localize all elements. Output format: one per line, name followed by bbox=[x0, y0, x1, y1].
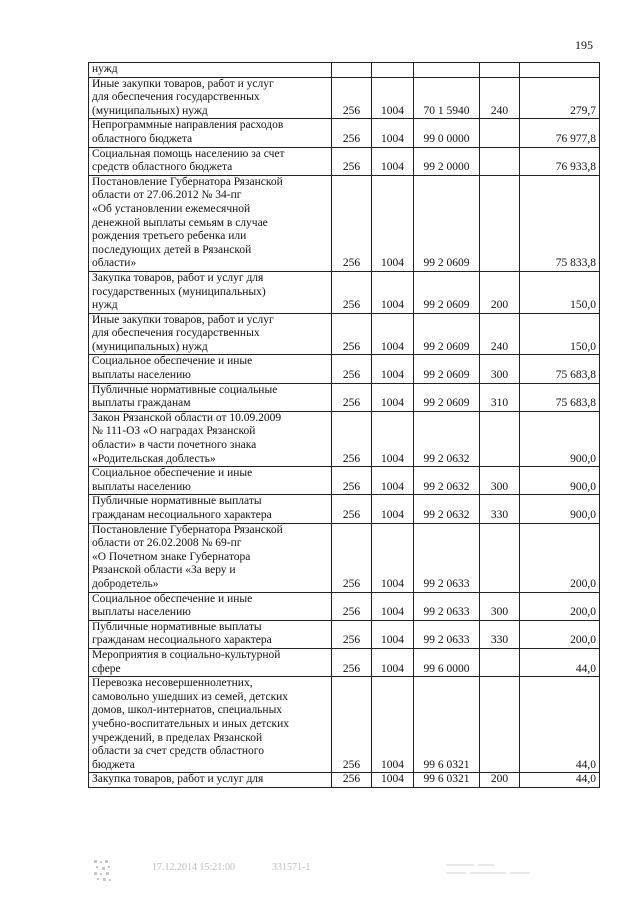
row-expense-type: 200 bbox=[480, 773, 520, 788]
row-amount: 44,0 bbox=[520, 648, 600, 676]
page-number: 195 bbox=[575, 38, 593, 52]
row-amount: 150,0 bbox=[520, 271, 600, 313]
row-expense-type: 300 bbox=[480, 592, 520, 620]
barcode-stamp-icon bbox=[92, 858, 114, 884]
footer-doc-number: 331571-1 bbox=[272, 862, 311, 873]
table-row bbox=[89, 147, 600, 175]
row-target-code: 99 6 0321 bbox=[414, 677, 480, 773]
table-row bbox=[89, 411, 600, 466]
row-amount: 900,0 bbox=[520, 495, 600, 523]
budget-table bbox=[88, 62, 600, 788]
row-ministry-code: 256 bbox=[332, 119, 372, 147]
table-row bbox=[89, 175, 600, 271]
row-section-code: 1004 bbox=[372, 77, 414, 119]
row-ministry-code: 256 bbox=[332, 467, 372, 495]
table-row bbox=[89, 467, 600, 495]
row-amount: 900,0 bbox=[520, 411, 600, 466]
row-amount: 75 833,8 bbox=[520, 175, 600, 271]
table-row bbox=[89, 523, 600, 592]
table-row bbox=[89, 495, 600, 523]
row-amount: 76 933,8 bbox=[520, 147, 600, 175]
table-row bbox=[89, 355, 600, 383]
row-section-code: 1004 bbox=[372, 648, 414, 676]
row-name: Перевозка несовершеннолетних, самовольно ушедших из семей, детских домов, школ-интернатов, специальных учебно-воспитательных и иных детских учреждений, в пределах Рязанской области за счет средств областного бюджета bbox=[89, 677, 332, 773]
row-amount: 279,7 bbox=[520, 77, 600, 119]
row-name: Публичные нормативные выплаты гражданам несоциального характера bbox=[89, 620, 332, 648]
row-name: Постановление Губернатора Рязанской области от 26.02.2008 № 69-пг «О Почетном знаке Губернатора Рязанской области «За веру и добродетель» bbox=[89, 523, 332, 592]
row-expense-type bbox=[480, 523, 520, 592]
row-expense-type bbox=[480, 677, 520, 773]
row-ministry-code: 256 bbox=[332, 592, 372, 620]
table-row bbox=[89, 383, 600, 411]
row-expense-type: 240 bbox=[480, 77, 520, 119]
row-name: Непрограммные направления расходов областного бюджета bbox=[89, 119, 332, 147]
row-name: Закон Рязанской области от 10.09.2009 № 111-ОЗ «О наградах Рязанской области» в части почетного знака «Родительская доблесть» bbox=[89, 411, 332, 466]
row-ministry-code: 256 bbox=[332, 648, 372, 676]
row-section-code: 1004 bbox=[372, 467, 414, 495]
row-section-code: 1004 bbox=[372, 411, 414, 466]
row-expense-type: 310 bbox=[480, 383, 520, 411]
row-amount: 200,0 bbox=[520, 592, 600, 620]
row-ministry-code: 256 bbox=[332, 773, 372, 788]
row-ministry-code: 256 bbox=[332, 495, 372, 523]
table-row bbox=[89, 648, 600, 676]
row-section-code: 1004 bbox=[372, 383, 414, 411]
row-section-code bbox=[372, 63, 414, 78]
row-name: Социальная помощь населению за счет средств областного бюджета bbox=[89, 147, 332, 175]
row-section-code: 1004 bbox=[372, 592, 414, 620]
row-name: Мероприятия в социально-культурной сфере bbox=[89, 648, 332, 676]
row-ministry-code: 256 bbox=[332, 383, 372, 411]
row-section-code: 1004 bbox=[372, 495, 414, 523]
row-expense-type bbox=[480, 63, 520, 78]
row-amount: 150,0 bbox=[520, 313, 600, 355]
row-target-code: 99 0 0000 bbox=[414, 119, 480, 147]
row-expense-type: 200 bbox=[480, 271, 520, 313]
row-name: Публичные нормативные выплаты гражданам несоциального характера bbox=[89, 495, 332, 523]
row-target-code: 99 6 0000 bbox=[414, 648, 480, 676]
row-target-code: 70 1 5940 bbox=[414, 77, 480, 119]
row-name: Закупка товаров, работ и услуг для bbox=[89, 773, 332, 788]
row-ministry-code: 256 bbox=[332, 77, 372, 119]
table-row bbox=[89, 271, 600, 313]
row-section-code: 1004 bbox=[372, 523, 414, 592]
faint-scan-mark bbox=[444, 860, 534, 880]
row-target-code: 99 2 0633 bbox=[414, 592, 480, 620]
row-section-code: 1004 bbox=[372, 355, 414, 383]
row-target-code: 99 6 0321 bbox=[414, 773, 480, 788]
table-row bbox=[89, 77, 600, 119]
row-target-code: 99 2 0609 bbox=[414, 175, 480, 271]
table-row bbox=[89, 620, 600, 648]
row-amount: 75 683,8 bbox=[520, 355, 600, 383]
row-expense-type bbox=[480, 119, 520, 147]
page-footer bbox=[92, 858, 592, 888]
row-ministry-code: 256 bbox=[332, 355, 372, 383]
row-section-code: 1004 bbox=[372, 677, 414, 773]
row-section-code: 1004 bbox=[372, 620, 414, 648]
row-amount: 200,0 bbox=[520, 523, 600, 592]
row-ministry-code: 256 bbox=[332, 411, 372, 466]
row-expense-type bbox=[480, 648, 520, 676]
row-target-code bbox=[414, 63, 480, 78]
row-target-code: 99 2 0000 bbox=[414, 147, 480, 175]
row-ministry-code: 256 bbox=[332, 175, 372, 271]
row-target-code: 99 2 0632 bbox=[414, 411, 480, 466]
row-expense-type: 330 bbox=[480, 495, 520, 523]
row-ministry-code: 256 bbox=[332, 620, 372, 648]
row-name: нужд bbox=[89, 63, 332, 78]
row-section-code: 1004 bbox=[372, 119, 414, 147]
row-ministry-code: 256 bbox=[332, 523, 372, 592]
row-ministry-code bbox=[332, 63, 372, 78]
row-name: Закупка товаров, работ и услуг для государственных (муниципальных) нужд bbox=[89, 271, 332, 313]
row-expense-type bbox=[480, 411, 520, 466]
table-row bbox=[89, 313, 600, 355]
row-target-code: 99 2 0632 bbox=[414, 467, 480, 495]
row-name: Постановление Губернатора Рязанской области от 27.06.2012 № 34-пг «Об установлении ежемесячной денежной выплаты семьям в случае рождения третьего ребенка или последующих детей в Рязанской области» bbox=[89, 175, 332, 271]
row-expense-type: 300 bbox=[480, 467, 520, 495]
row-amount: 75 683,8 bbox=[520, 383, 600, 411]
row-target-code: 99 2 0632 bbox=[414, 495, 480, 523]
row-target-code: 99 2 0633 bbox=[414, 620, 480, 648]
row-section-code: 1004 bbox=[372, 773, 414, 788]
row-name: Иные закупки товаров, работ и услуг для обеспечения государственных (муниципальных) нужд bbox=[89, 77, 332, 119]
row-name: Публичные нормативные социальные выплаты гражданам bbox=[89, 383, 332, 411]
row-section-code: 1004 bbox=[372, 147, 414, 175]
row-name: Иные закупки товаров, работ и услуг для обеспечения государственных (муниципальных) нужд bbox=[89, 313, 332, 355]
row-expense-type: 300 bbox=[480, 355, 520, 383]
footer-date: 17.12.2014 15:21:00 bbox=[152, 862, 236, 873]
row-expense-type bbox=[480, 147, 520, 175]
row-target-code: 99 2 0609 bbox=[414, 313, 480, 355]
row-amount: 44,0 bbox=[520, 773, 600, 788]
row-target-code: 99 2 0609 bbox=[414, 383, 480, 411]
table-row bbox=[89, 119, 600, 147]
row-amount: 900,0 bbox=[520, 467, 600, 495]
row-name: Социальное обеспечение и иные выплаты населению bbox=[89, 592, 332, 620]
row-target-code: 99 2 0609 bbox=[414, 271, 480, 313]
row-amount: 76 977,8 bbox=[520, 119, 600, 147]
row-name: Социальное обеспечение и иные выплаты населению bbox=[89, 467, 332, 495]
row-target-code: 99 2 0609 bbox=[414, 355, 480, 383]
row-expense-type: 330 bbox=[480, 620, 520, 648]
row-expense-type: 240 bbox=[480, 313, 520, 355]
row-expense-type bbox=[480, 175, 520, 271]
row-section-code: 1004 bbox=[372, 271, 414, 313]
row-amount: 44,0 bbox=[520, 677, 600, 773]
row-section-code: 1004 bbox=[372, 313, 414, 355]
budget-table-body bbox=[89, 63, 600, 788]
row-section-code: 1004 bbox=[372, 175, 414, 271]
table-row bbox=[89, 592, 600, 620]
row-ministry-code: 256 bbox=[332, 677, 372, 773]
row-amount bbox=[520, 63, 600, 78]
row-name: Социальное обеспечение и иные выплаты населению bbox=[89, 355, 332, 383]
row-amount: 200,0 bbox=[520, 620, 600, 648]
row-ministry-code: 256 bbox=[332, 313, 372, 355]
table-row bbox=[89, 63, 600, 78]
row-target-code: 99 2 0633 bbox=[414, 523, 480, 592]
row-ministry-code: 256 bbox=[332, 271, 372, 313]
table-row bbox=[89, 773, 600, 788]
table-row bbox=[89, 677, 600, 773]
row-ministry-code: 256 bbox=[332, 147, 372, 175]
